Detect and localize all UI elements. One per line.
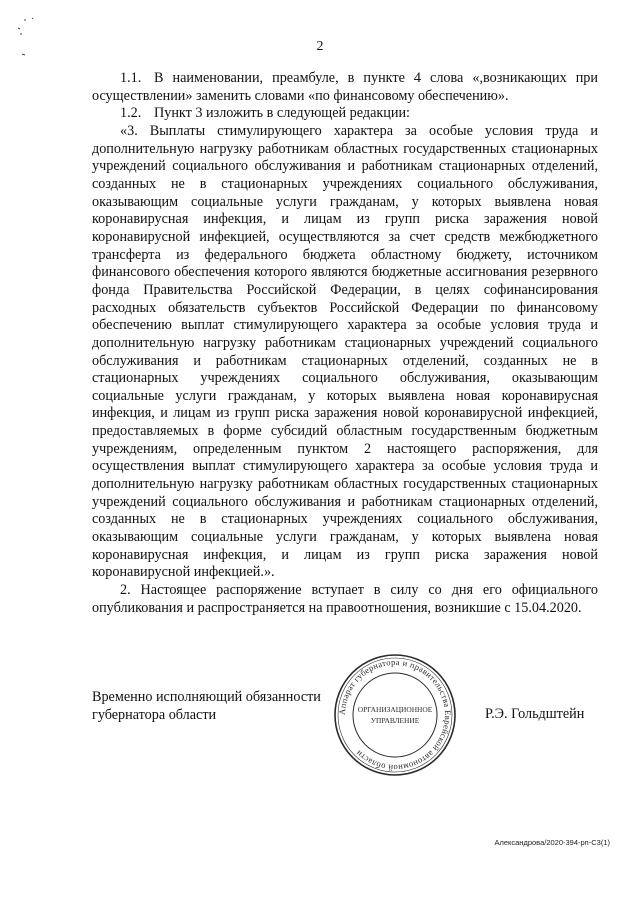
signatory-position-line2: губернатора области [92,707,217,723]
signatory-position [92,688,352,724]
signatory-position-line1: Временно исполняющий обязанности [92,689,321,705]
paragraph-number: 1.1. [120,70,142,86]
document-body [92,70,598,617]
document-reference: Александрова/2020-394-рп-С3(1) [494,838,610,847]
seal-center-line1: ОРГАНИЗАЦИОННОЕ [357,705,433,714]
paragraph-number: 1.2. [120,105,142,122]
svg-text:Аппарат губернатора и правител [337,657,453,773]
paragraph-clause-3: «3. Выплаты стимулирующего характера за особые условия труда и дополнительную нагрузку работникам областных государственных стационарных учреждений социального обслуживания и работникам стационарных отделений, созданных не в стационарных учреждениях социального обслуживания, оказывающим социальные услуги гражданам, у которых выявлена новая коронавирусная инфекция, и лицам из групп риска заражения новой коронавирусной инфекцией, осуществляются за счет средств межбюджетного трансферта из федерального бюджета областному бюджету, источником финансового обеспечения которого являются бюджетные ассигнования резервного фонда Правительства Российской Федерации, в целях софинансирования расходных обязательств субъектов Российской Федерации по финансовому обеспечению выплат стимулирующего характера за особые условия труда и дополнительную нагрузку работникам стационарных учреждений социального обслуживания и работникам стационарных отделений, созданных не в стационарных учреждениях социального обслуживания, оказывающим социальные услуги гражданам, у которых выявлена новая коронавирусная инфекция, и лицам из групп риска заражения новой коронавирусной инфекцией, предоставляемых в форме субсидий областным государственным бюджетным учреждениям, определенным пунктом 2 настоящего распоряжения, для осуществления выплат стимулирующего характера за особые условия труда и дополнительную нагрузку работникам областных государственных стационарных учреждений социального обслуживания и работникам стационарных отделений, созданных не в стационарных учреждениях социального обслуживания, оказывающим социальные услуги гражданам, у которых выявлена новая коронавирусная инфекция, и лицам из групп риска заражения новой коронавирусной инфекцией.». [92,122,598,581]
paragraph-text: Пункт 3 изложить в следующей редакции: [154,105,410,122]
paragraph-1-2 [92,105,598,123]
paragraph-2: 2. Настоящее распоряжение вступает в силу со дня его официального опубликования и распространяется на правоотношения, возникшие с 15.04.2020. [92,582,598,616]
paragraph-1-1 [92,70,598,105]
page-number: 2 [316,39,324,54]
signatory-name: Р.Э. Гольдштейн [485,706,585,722]
paragraph-text: В наименовании, преамбуле, в пункте 4 слова «,возникающих при осуществлении» заменить словами «по финансовому обеспечению». [92,70,598,104]
seal-center-line2: УПРАВЛЕНИЕ [370,716,420,725]
official-seal [330,650,460,780]
seal-outer-text: Аппарат губернатора и правительства Еврейской автономной области [336,656,454,774]
